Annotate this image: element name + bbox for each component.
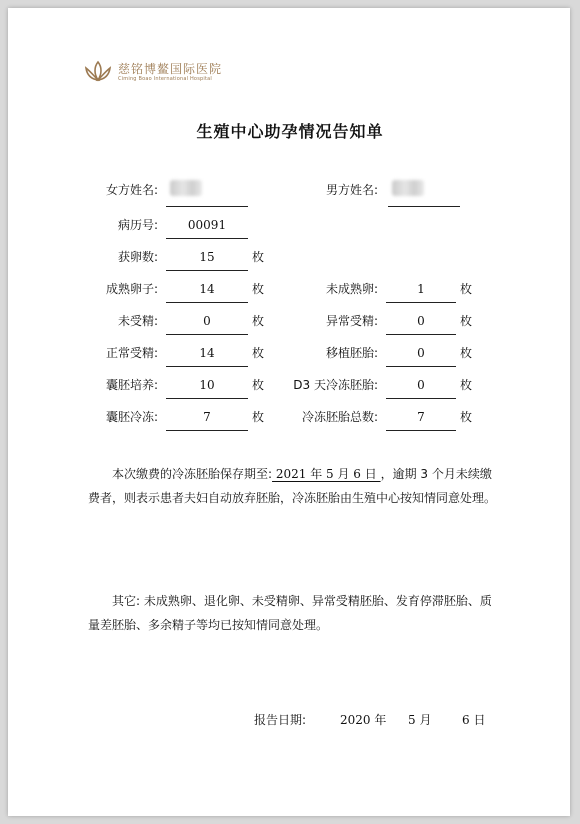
female-name-redacted bbox=[170, 180, 202, 196]
eggs-label: 获卵数: bbox=[117, 250, 158, 264]
mature-value: 14 bbox=[199, 282, 215, 296]
report-year: 2020 年 bbox=[340, 713, 387, 727]
blastocyst-frozen-underline bbox=[166, 430, 248, 431]
mature-unit: 枚 bbox=[252, 282, 265, 296]
storage-notice-before: 本次缴费的冷冻胚胎保存期至: bbox=[112, 467, 273, 481]
hospital-name-en: Ciming Boao International Hospital bbox=[118, 76, 212, 82]
report-date-label: 报告日期: bbox=[254, 713, 307, 727]
female-name-underline bbox=[166, 206, 248, 207]
d3-frozen-value: 0 bbox=[417, 378, 425, 392]
storage-notice-paragraph bbox=[88, 462, 502, 510]
blastocyst-culture-unit: 枚 bbox=[252, 378, 265, 392]
total-frozen-underline bbox=[386, 430, 456, 431]
female-name-label: 女方姓名: bbox=[105, 183, 158, 197]
immature-unit: 枚 bbox=[460, 282, 473, 296]
normal-value: 14 bbox=[199, 346, 215, 360]
male-name-redacted bbox=[392, 180, 424, 196]
record-no-underline bbox=[166, 238, 248, 239]
total-frozen-label: 冷冻胚胎总数: bbox=[301, 410, 378, 424]
abnormal-unit: 枚 bbox=[460, 314, 473, 328]
normal-underline bbox=[166, 366, 248, 367]
abnormal-value: 0 bbox=[417, 314, 425, 328]
abnormal-underline bbox=[386, 334, 456, 335]
blastocyst-frozen-value: 7 bbox=[203, 410, 211, 424]
blastocyst-culture-label: 囊胚培养: bbox=[105, 378, 158, 392]
d3-frozen-label: D3 天冷冻胚胎: bbox=[293, 378, 378, 392]
blastocyst-culture-underline bbox=[166, 398, 248, 399]
mature-underline bbox=[166, 302, 248, 303]
eggs-value: 15 bbox=[199, 250, 215, 264]
lotus-logo-icon bbox=[82, 58, 114, 86]
mature-label: 成熟卵子: bbox=[105, 282, 158, 296]
unfertilized-unit: 枚 bbox=[252, 314, 265, 328]
immature-value: 1 bbox=[417, 282, 425, 296]
storage-notice-after: ，逾期 3 个月未续缴费者，则表示患者夫妇自动放弃胚胎，冷冻胚胎由生殖中心按知情同意处理。 bbox=[88, 467, 497, 505]
male-name-label: 男方姓名: bbox=[325, 183, 378, 197]
immature-label: 未成熟卵: bbox=[325, 282, 378, 296]
male-name-underline bbox=[388, 206, 460, 207]
transfer-underline bbox=[386, 366, 456, 367]
record-no-label: 病历号: bbox=[117, 218, 158, 232]
d3-frozen-underline bbox=[386, 398, 456, 399]
unfertilized-label: 未受精: bbox=[117, 314, 158, 328]
storage-expiry-date: 2021 年 5 月 6 日 bbox=[272, 467, 381, 481]
immature-underline bbox=[386, 302, 456, 303]
hospital-name: 慈铭博鳌国际医院 bbox=[118, 62, 223, 76]
other-notice-paragraph: 其它: 未成熟卵、退化卵、未受精卵、异常受精胚胎、发育停滞胚胎、质量差胚胎、多余精子等均已按知情同意处理。 bbox=[88, 594, 492, 632]
total-frozen-value: 7 bbox=[417, 410, 425, 424]
record-no-value: 00091 bbox=[187, 218, 227, 232]
blastocyst-culture-value: 10 bbox=[199, 378, 215, 392]
unfertilized-underline bbox=[166, 334, 248, 335]
page-title: 生殖中心助孕情况告知单 bbox=[196, 122, 384, 141]
eggs-underline bbox=[166, 270, 248, 271]
blastocyst-frozen-label: 囊胚冷冻: bbox=[105, 410, 158, 424]
total-frozen-unit: 枚 bbox=[460, 410, 473, 424]
transfer-label: 移植胚胎: bbox=[325, 346, 378, 360]
unfertilized-value: 0 bbox=[203, 314, 211, 328]
report-month: 5 月 bbox=[408, 713, 432, 727]
normal-unit: 枚 bbox=[252, 346, 265, 360]
transfer-value: 0 bbox=[417, 346, 425, 360]
d3-frozen-unit: 枚 bbox=[460, 378, 473, 392]
eggs-unit: 枚 bbox=[252, 250, 265, 264]
blastocyst-frozen-unit: 枚 bbox=[252, 410, 265, 424]
normal-label: 正常受精: bbox=[105, 346, 158, 360]
transfer-unit: 枚 bbox=[460, 346, 473, 360]
report-day: 6 日 bbox=[462, 713, 486, 727]
abnormal-label: 异常受精: bbox=[325, 314, 378, 328]
